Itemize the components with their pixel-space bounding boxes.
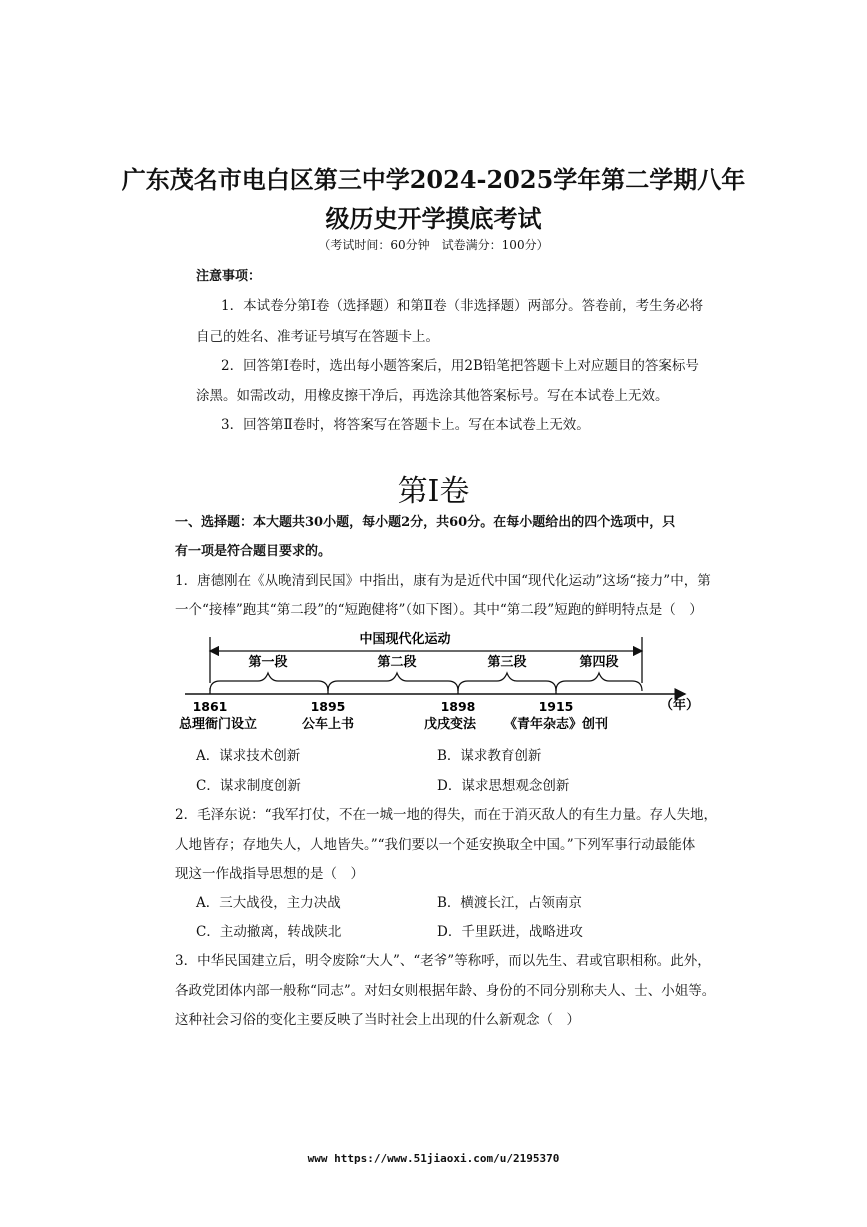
volume-title: 第Ⅰ卷 [397,474,470,509]
timeline-year: 1861 [192,699,228,714]
timeline-event: 戊戌变法 [423,717,477,732]
exam-title-line2: 级历史开学摸底考试 [325,204,542,233]
segment-brace [210,673,328,691]
timeline-unit: （年） [660,698,700,713]
option-a[interactable]: A．谋求技术创新 [196,748,301,764]
segment-brace [328,673,458,691]
question-2-text: 现这一作战指导思想的是（ ） [175,866,364,882]
question-2-text: 人地皆存；存地失人，人地皆失。”“我们要以一个延安换取全中国。”下列军事行动最能体 [175,837,696,853]
segment-label: 第二段 [377,655,417,670]
notice-item: 1．本试卷分第Ⅰ卷（选择题）和第Ⅱ卷（非选择题）两部分。答卷前，考生务必将 [221,298,704,314]
timeline-event: 总理衙门设立 [178,717,258,732]
option-b[interactable]: B．谋求教育创新 [437,748,542,764]
timeline-year: 1895 [310,699,346,714]
option-c[interactable]: C．谋求制度创新 [196,778,301,794]
section-header-line1: 一、选择题：本大题共30小题，每小题2分，共60分。在每小题给出的四个选项中，只 [175,515,676,530]
timeline-title: 中国现代化运动 [359,632,451,647]
segment-brace [458,673,556,691]
footer-url[interactable]: www https://www.51jiaoxi.com/u/2195370 [307,1152,560,1165]
notice-heading: 注意事项： [196,269,262,284]
segment-label: 第一段 [248,655,288,670]
question-1-text: 1．唐德刚在《从晚清到民国》中指出，康有为是近代中国“现代化运动”这场“接力”中，第 [175,573,711,589]
timeline-event: 公车上书 [301,717,355,732]
notice-item: 3．回答第Ⅱ卷时，将答案写在答题卡上。写在本试卷上无效。 [221,417,590,433]
segment-label: 第三段 [487,655,527,670]
timeline-year: 1898 [440,699,476,714]
option-c[interactable]: C．主动撤离，转战陕北 [196,924,342,940]
question-1-text: 一个“接棒”跑其“第二段”的“短跑健将”（如下图）。其中“第二段”短跑的鲜明特点是（ ） [175,602,703,618]
timeline-event: 《青年杂志》创刊 [503,717,609,732]
modernization-timeline [175,625,700,735]
section-header-line2: 有一项是符合题目要求的。 [175,544,332,559]
question-3-text: 各政党团体内部一般称“同志”。对妇女则根据年龄、身份的不同分别称夫人、士、小姐等。 [175,983,716,999]
option-b[interactable]: B．横渡长江，占领南京 [437,895,582,911]
segment-brace [556,673,642,691]
option-d[interactable]: D．谋求思想观念创新 [437,778,570,794]
timeline-year: 1915 [538,699,574,714]
notice-item: 自己的姓名、准考证号填写在答题卡上。 [196,329,439,345]
option-a[interactable]: A．三大战役，主力决战 [196,895,341,911]
question-3-text: 3．中华民国建立后，明令废除“大人”、“老爷”等称呼，而以先生、君或官职相称。此外， [175,953,711,969]
notice-item: 2．回答第Ⅰ卷时，选出每小题答案后，用2B铅笔把答题卡上对应题目的答案标号 [221,358,699,374]
segment-label: 第四段 [579,655,619,670]
notice-item: 涂黑。如需改动，用橡皮擦干净后，再选涂其他答案标号。写在本试卷上无效。 [196,388,669,404]
question-3-text: 这种社会习俗的变化主要反映了当时社会上出现的什么新观念（ ） [175,1012,580,1028]
exam-time-info: （考试时间：60分钟 试卷满分：100分） [318,238,549,252]
exam-title-line1: 广东茂名市电白区第三中学2024-2025学年第二学期八年 [121,165,746,194]
question-2-text: 2．毛泽东说：“我军打仗，不在一城一地的得失，而在于消灭敌人的有生力量。存人失地， [175,807,717,823]
option-d[interactable]: D．千里跃进，战略进攻 [437,924,583,940]
